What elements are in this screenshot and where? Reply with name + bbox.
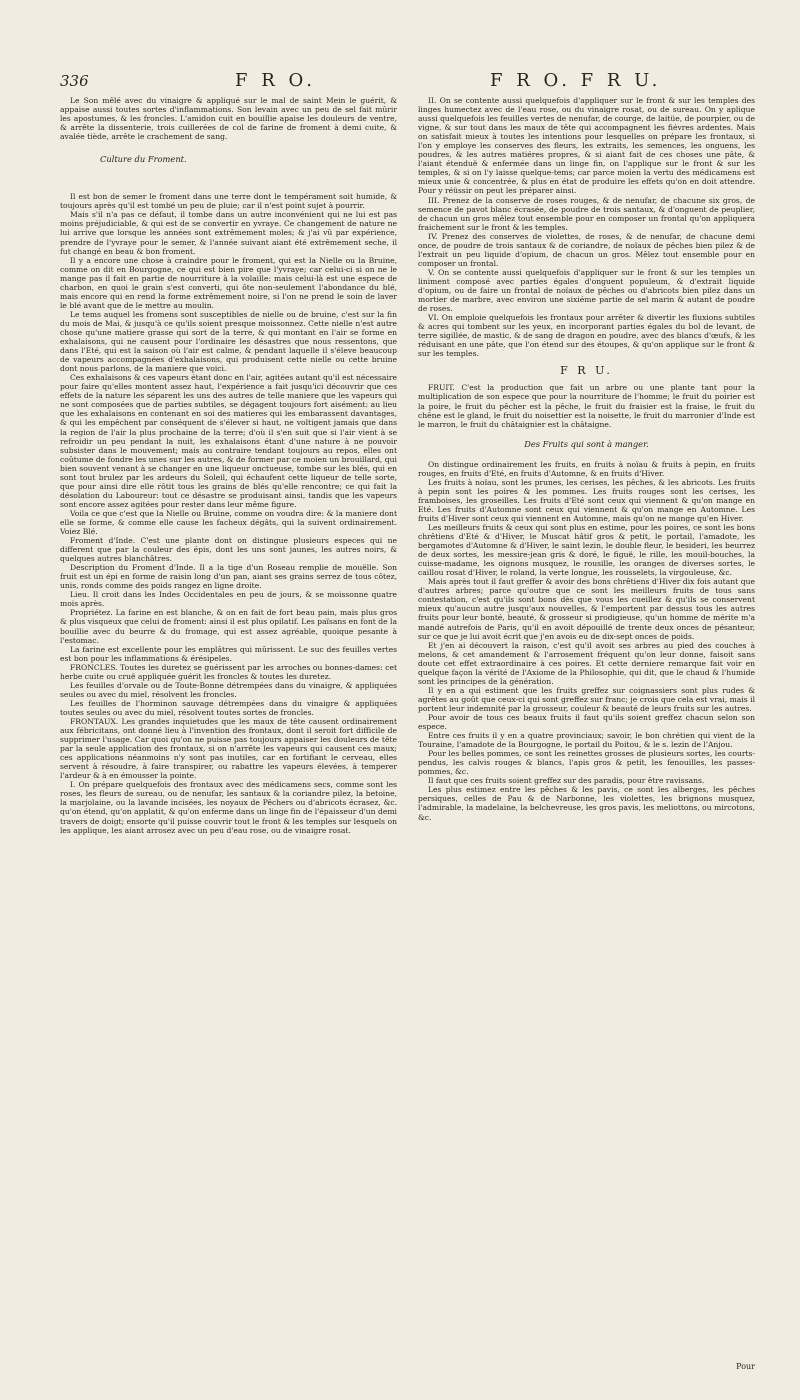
right-column	[418, 96, 755, 822]
paragraph: Entre ces fruits il y en a quatre provinciaux; savoir, le bon chrétien qui vient de la Touraine, l'amadote de la Bourgogne, le portail du Poitou, & le s. lezin de l'Anjou.	[418, 731, 755, 750]
paragraph: Les feuilles d'orvale ou de Toute-Bonne détrempées dans du vinaigre, & appliquées seules ou avec du miel, résolvent les froncles.	[60, 680, 397, 699]
catchword: Pour	[736, 1362, 755, 1371]
paragraph: V. On se contente aussi quelquefois d'appliquer sur le front & sur les temples un liniment composé avec parties égales d'onguent populeum, & d'extrait liquide d'opium, ou de faire un frontal de noïaux de pêches ou d'abricots bien pilez dans un mortier de marbre, avec environ une sixiéme partie de sel marin & autant de poudre de roses.	[418, 267, 755, 314]
paragraph: FRONCLES. Toutes les duretez se guérissent par les arroches ou bonnes-dames: cet herbe cuite ou cruë appliquée guérit les froncles & toutes les duretez.	[60, 662, 397, 681]
paragraph: Il faut que ces fruits soient greffez sur des paradis, pour être ravissans.	[428, 776, 705, 786]
paragraph: Description du Froment d'Inde. Il a la tige d'un Roseau remplie de mouëlle. Son fruit est un épi en forme de raisin long d'un pan, aiant ses grains serrez de tous côtez, unis, ronds comme des poids rangez en ligne droite.	[60, 563, 397, 591]
paragraph: Les meilleurs fruits & ceux qui sont plus en estime, pour les poires, ce sont les bons chrêtiens d'Eté & d'Hiver, le Muscat hâtif gros & petit, le portail, l'amadote, les bergamotes d'Automne & d'Hiver, le saint lezin, le double fleur, le besideri, les beurrez de deux sortes, les messire-jean gris & doré, le figuë, le rille, les mouil-bouches, la cuisse-madame, les oignons musquez, le rousille, les oranges de diverses sortes, le caillou rosat d'Hiver, le roland, la verte longue, les rousselets, la virgouleuse, &c.	[418, 523, 755, 578]
paragraph: Il y en a qui estiment que les fruits greffez sur coignassiers sont plus rudes & agrêtes au goût que ceux-ci qui sont greffez sur franc; je crois que cela est vrai, mais il portent leur indemnité par la grosseur, couleur & beauté de leurs fruits sur les autres.	[418, 685, 755, 713]
section-heading-culture: Culture du Froment.	[100, 154, 187, 165]
paragraph: La farine est excellente pour les emplâtres qui mûrissent. Le suc des feuilles vertes est bon pour les inflammations & érésipeles.	[60, 644, 397, 663]
paragraph: FRONTAUX. Les grandes inquietudes que les maux de tête causent ordinairement aux fébricitans, ont donné lieu à l'invention des frontaux, dont il seroit fort difficile de supprimer l'usage. Car quoi qu'on ne puisse pas toujours appaiser les douleurs de tête par la seule application des frontaux, si on n'arrête les vapeurs qui causent ces maux; ces applications néanmoins n'y sont pas inutiles, car en fortifiant le cerveau, elles servent à résoudre, à faire transpirer, ou rabattre les vapeurs élevées, à temperer l'ardeur & à en émousser la pointe.	[60, 717, 397, 781]
paragraph: Lieu. Il croit dans les Indes Occidentales en peu de jours, & se moissonne quatre mois après.	[60, 590, 397, 609]
paragraph: Les feuilles de l'horminon sauvage détrempées dans du vinaigre & appliquées toutes seules ou avec du miel, résolvent toutes sortes de froncles.	[60, 698, 397, 717]
left-column	[60, 96, 397, 835]
paragraph: Le Son mêlé avec du vinaigre & appliqué sur le mal de saint Mein le guérit, & appaise aussi toutes sortes d'inflammations. Son levain avec un peu de sel fait mûrir les apostumes, & les froncles. L'amidon cuit en bouillie apaise les douleurs de ventre, & arrête la dissenterie, trois cuillerées de col de farine de froment à demi cuite, & avalée tiède, arrête le crachement de sang.	[60, 96, 397, 142]
paragraph: Mais s'il n'a pas ce défaut, il tombe dans un autre inconvénient qui ne lui est pas moins préjudiciable, & qui est de se convertir en yvraye. Ce changement de nature ne lui arrive que lorsque les années sont extrêmement moles; & j'ai vû par expérience, prendre de l'yvraye pour le semer, & l'année suivant aiant été extrêmement seche, il fut changé en beau & bon froment.	[60, 210, 397, 256]
paragraph: Pour avoir de tous ces beaux fruits il faut qu'ils soient greffez chacun selon son espece.	[418, 713, 755, 732]
paragraph: Voila ce que c'est que la Nielle ou Bruine, comme on voudra dire: & la maniere dont elle se forme, & comme elle cause les facheux dégâts, qui la suivent ordinairement. Voiez Blé.	[60, 508, 397, 537]
paragraph: Propriétez. La farine en est blanche, & on en fait de fort beau pain, mais plus gros & plus visqueux que celui de froment: ainsi il est plus opilatif. Les païsans en font de la bouillie avec du beurre & du fromage, qui est assez agréable, quoique pesante à l'estomac.	[60, 608, 397, 645]
running-header	[60, 70, 755, 96]
paragraph: Les fruits à noïau, sont les prunes, les cerises, les pêches, & les abricots. Les fruits à pepin sont les poires & les pommes. Les fruits rouges sont les cerises, les framboises, les groseilles. Les fruits d'Eté sont ceux qui viennent & qu'on mange en Eté. Les fruits d'Automne sont ceux qui viennent & qu'on mange en Automne. Les fruits d'Hiver sont ceux qui viennent en Automne, mais qu'on ne mange qu'en Hiver.	[418, 477, 755, 523]
paragraph: II. On se contente aussi quelquefois d'appliquer sur le front & sur les temples des linges humectez avec de l'eau rose, ou du vinaigre rosat, ou de sureau. On y aplique aussi quelquefois les feuilles vertes de nenufar, de courge, de laitüe, de pourpier, ou de vigne, & sur tout dans les maux de tête qui accompagnent les fiévres ardentes. Mais on satisfait mieux à toutes les intentions pour lesquelles on prépare les frontaux, si l'on y employe les conserves des fleurs, les extraits, les semences, les onguens, les poudres, & les autres matiéres propres, & si aiant fait de ces choses une pâte, & l'aiant étenduë & enfermée dans un linge fin, on l'applique sur le front & sur les temples, & si on l'y laisse quelque-tems; car parce moien la vertu des médicamens est mieux unie & concentrée, & plus en état de produire les effets qu'on en doit attendre. Pour y réüssir on peut les préparer ainsi.	[418, 96, 755, 196]
paragraph: III. Prenez de la conserve de roses rouges, & de nenufar, de chacune six gros, de semence de pavot blanc écrasée, de poudre de trois santaux, & d'onguent de peuplier, de chacun un gros mêlez tout ensemble pour en composer un frontal qu'on appliquera fraichement sur le front & les temples.	[418, 195, 755, 232]
section-heading-fruits: Des Fruits qui sont à manger.	[524, 438, 649, 449]
left-running-head: F R O.	[235, 70, 316, 91]
paragraph: Et j'en ai découvert la raison, c'est qu'il avoit ses arbres au pied des couches à melons, & cet amandement & l'arrosement fréquent qu'on leur donne, faisoit sans doute cet effet extraordinaire à ces poires. Et cette derniere remarque fait voir en quelque façon la vérité de l'Axiome de la Philosophie, qui dit, que le chaud & l'humide sont les principes de la génération.	[418, 640, 755, 686]
paragraph: Les plus estimez entre les pêches & les pavis, ce sont les alberges, les pêches persiques, celles de Pau & de Narbonne, les violettes, les brignons musquez, l'admirable, la madelaine, la belchevreuse, les gros pavis, les meliottons, ou mircotons, &c.	[418, 785, 755, 822]
section-heading-fru: F R U.	[560, 364, 613, 378]
paragraph: Le tems auquel les fromens sont susceptibles de nielle ou de bruine, c'est sur la fin du mois de Mai, & jusqu'à ce qu'ils soient presque moissonnez. Cette nielle n'est autre chose qu'une matiere grasse qui sort de la terre, & qui montant en l'air se forme en exhalaisons, qui ne causent pour l'ordinaire les désastres que nous ressentons, que dans l'Eté, qui est la saison où l'air est calme, & pendant laquelle il s'éleve beaucoup de vapeurs accompagnées d'exhalaisons, qui produisent cette nielle ou cette bruine dont nous parlons, de la maniere que voici.	[60, 309, 397, 374]
paragraph: Pour les belles pommes, ce sont les reinettes grosses de plusieurs sortes, les courts-pendus, les calvis rouges & blancs, l'apis gros & petit, les fenouilles, les passes-pommes, &c.	[418, 749, 755, 777]
paragraph: On distingue ordinairement les fruits, en fruits à noïau & fruits à pepin, en fruits rouges, en fruits d'Eté, en fruits d'Automne, & en fruits d'Hiver.	[418, 459, 755, 478]
paragraph: FRUIT. C'est la production que fait un arbre ou une plante tant pour la multiplication de son espece que pour la nourriture de l'homme; le fruit du poirier est la poire, le fruit du pêcher est la pêche, le fruit du fraisier est la fraise, le fruit du chêne est le gland, le fruit du noisettier est la noisette, le fruit du marronier d'Inde est le marron, le fruit du châtaignier est la châtaigne.	[418, 383, 755, 429]
paragraph: Mais après tout il faut greffer & avoir des bons chrêtiens d'Hiver dix fois autant que d'autres arbres; parce qu'outre que ce sont les meilleurs fruits de tous sans contestation, c'est qu'ils sont bons dès que vous les cueillez & qu'ils se conservent mieux qu'aucun autre jusqu'aux nouvelles, & l'emportent par dessus tous les autres fruits pour leur bonté, beauté, & grosseur si prodigieuse, qu'un homme de mérite m'a mandé autrefois de Paris, qu'il en avoit dépouillé de trente deux onces de pésanteur, sur ce que je lui avoit écrit que j'en avois eu de dix-sept onces de poids.	[418, 577, 755, 641]
paragraph: I. On prépare quelquefois des frontaux avec des médicamens secs, comme sont les roses, les fleurs de sureau, ou de nenufar, les santaux & la coriandre pilez, la betoine, la marjolaine, ou la lavande incisées, les noyaux de Pêchers ou d'abricots écrasez, &c. qu'on étend, qu'on applatit, & qu'on enferme dans un linge fin de l'épaisseur d'un demi travers de doigt; ensorte qu'il puisse couvrir tout le front & les temples sur lesquels on les applique, les aiant arrosez avec un peu d'eau rose, ou de vinaigre rosat.	[60, 780, 397, 835]
paragraph: Froment d'Inde. C'est une plante dont on distingue plusieurs especes qui ne different que par la couleur des épis, dont les uns sont jaunes, les autres noirs, & quelques autres blanchâtres.	[60, 536, 397, 564]
paragraph: Il est bon de semer le froment dans une terre dont le tempérament soit humide, & toujours après qu'il est tombé un peu de pluie; car il n'est point sujet à pourrir.	[60, 192, 397, 211]
paragraph: IV. Prenez des conserves de violettes, de roses, & de nenufar, de chacune demi once, de poudre de trois santaux & de coriandre, de noïaux de pêches bien pilez & de l'extrait un peu liquide d'opium, de chacun un gros. Mêlez tout ensemble pour en composer un frontal.	[418, 231, 755, 268]
right-running-head: F R O. F R U.	[490, 70, 662, 91]
paragraph: VI. On emploie quelquefois les frontaux pour arrêter & divertir les fluxions subtiles & acres qui tombent sur les yeux, en incorporant parties égales du bol de levant, de terre sigillée, de mastic, & de sang de dragon en poudre, avec des blancs d'œufs, & les réduisant en une pâte, que l'on étend sur des étoupes, & qu'on applique sur le front & sur les temples.	[418, 313, 755, 359]
paragraph: Ces exhalaisons & ces vapeurs étant donc en l'air, agitées autant qu'il est nécessaire pour faire qu'elles montent assez haut, l'expérience a fait jusqu'ici découvrir que ces effets de la nature les séparent les uns des autres de telle maniere que les vapeurs qui ne sont composées que de parties subtiles, se dégagent toujours fort aisément: au lieu que les exhalaisons en contenant en soi des matieres qui les embarassent davantages, & qui les empêchent par conséquent de s'élever si haut, ne voltigent jamais que dans la region de l'air la plus prochaine de la terre; d'où il s'en suit que si l'air vient à se refroidir un peu pendant la nuit, les exhalaisons étant d'une nature à ne pouvoir subsister dans le mouvement; mais au contraire tendant toujours au repos, elles ont coûtume de fondre les unes sur les autres, & de former par ce moien un brouillard, qui bien souvent venant à se changer en une liqueur onctueuse, tombe sur les blés, qui en sont tout brulez par les ardeurs du Soleil, qui échaufent cette liqueur de telle sorte, que pour ainsi dire elle rôtit tous les grains de blés qu'elle rencontre; ce qui fait la désolation du Laboureur: tout ce désastre se produisant ainsi, tandis que les vapeurs sont encore assez agitées pour rester dans leur même figure.	[60, 373, 397, 509]
page-number: 336	[60, 72, 89, 90]
paragraph: Il y a encore une chose à craindre pour le froment, qui est la Nielle ou la Bruine, comme on dit en Bourgogne, ce qui est bien pire que l'yvraye; car celui-ci si on ne le mange pas il fait en partie de nourriture à la volaille: mais celui-là est une espece de charbon, en quoi le grain s'est converti, qui ôte non-seulement l'abondance du blé, mais encore qui en rend la forme extrêmement noire, si l'on ne prend le soin de laver le blé avant que de le mettre au moulin.	[60, 255, 397, 310]
